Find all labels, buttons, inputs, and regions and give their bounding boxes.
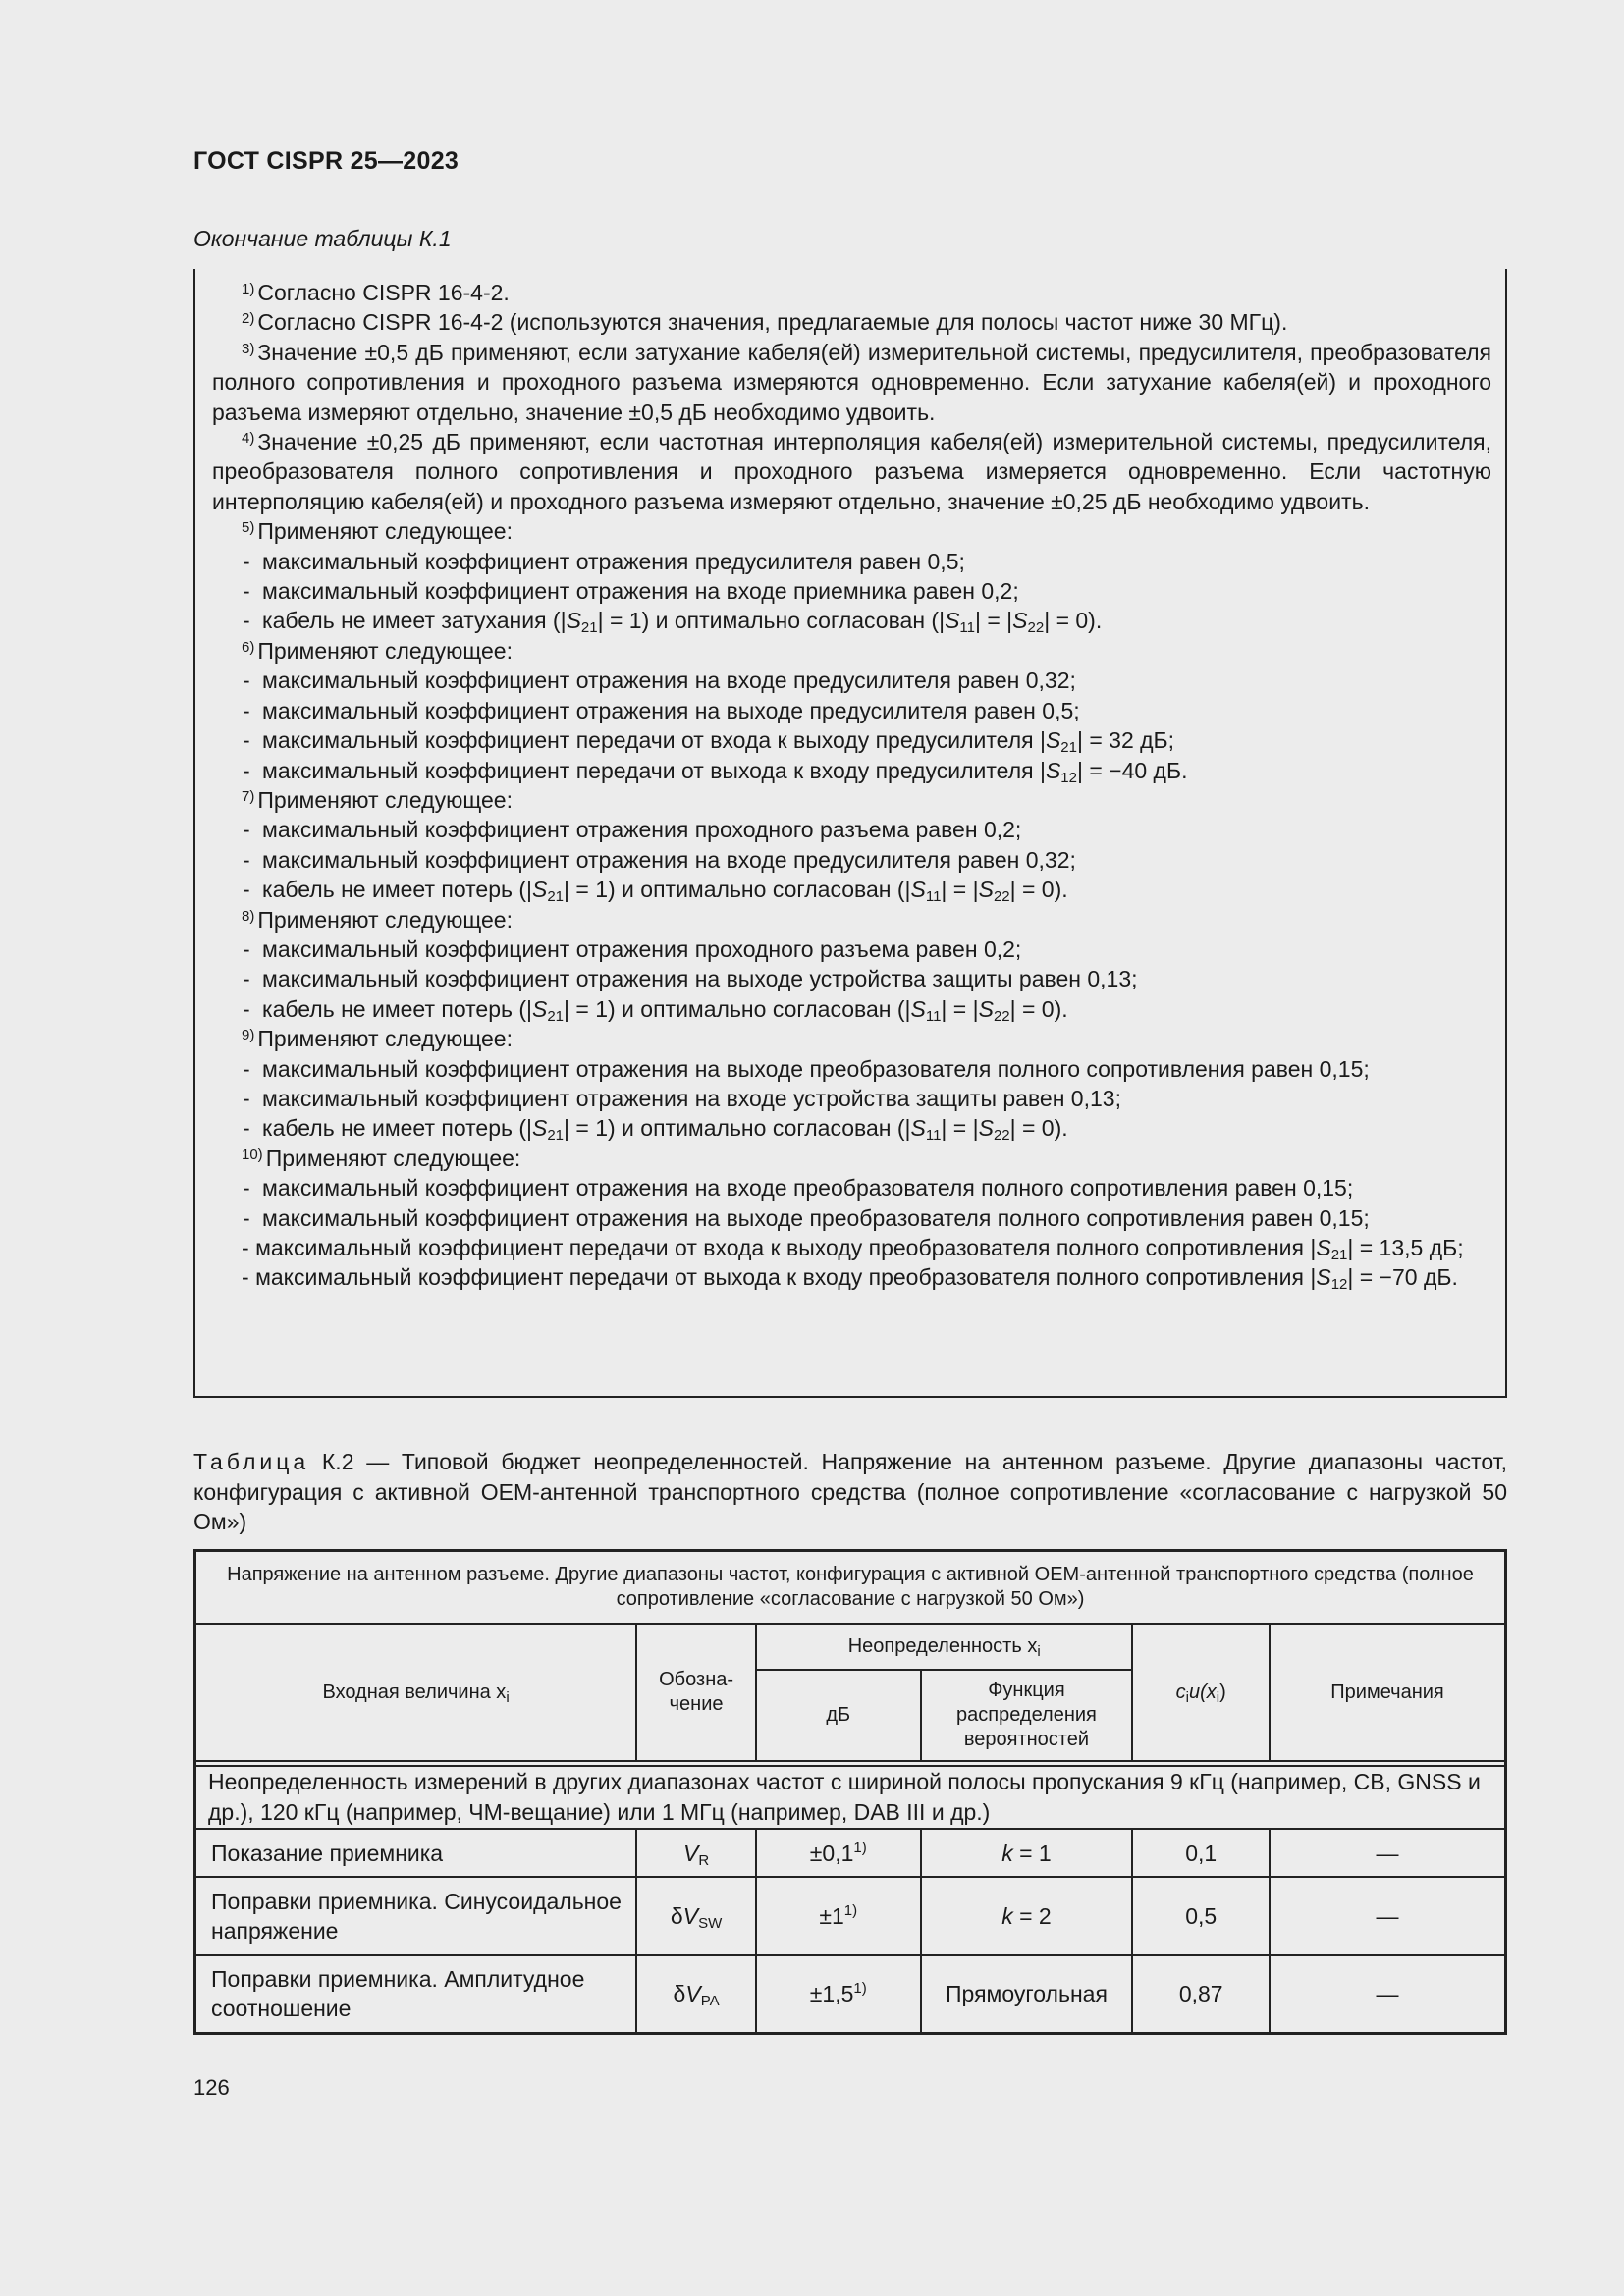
footnote-9	[212, 1024, 1491, 1053]
cell-notes: —	[1270, 1829, 1505, 1877]
col-header-symbol: Обозна-чение	[636, 1624, 756, 1761]
list-item: - максимальный коэффициент отражения на выходе предусилителя равен 0,5;	[243, 697, 1080, 723]
list-item: - максимальный коэффициент отражения проходного разъема равен 0,2;	[243, 817, 1022, 843]
list-item: - максимальный коэффициент отражения на входе преобразователя полного сопротивления равен 0,15;	[243, 1175, 1354, 1201]
footnote-intro: Применяют следующее:	[257, 637, 513, 664]
footnote-mark: 1)	[242, 281, 255, 297]
list-item: - максимальный коэффициент передачи от входа к выходу предусилителя $|S_{21}| = 32$ дБ;	[243, 727, 1175, 757]
table-row	[195, 1955, 1506, 2033]
list-item: - максимальный коэффициент передачи от выхода к входу преобразователя полного сопротивления $|S_{12}| = -70$ дБ.	[242, 1264, 1458, 1294]
cell-distribution: Прямоугольная	[921, 1955, 1133, 2033]
cell-distribution: k = 1	[921, 1829, 1133, 1877]
table-k1-footnotes	[193, 269, 1507, 1398]
cell-ciu: 0,5	[1132, 1877, 1270, 1955]
footnote-3	[212, 338, 1491, 427]
footnote-mark: 9)	[242, 1027, 255, 1044]
cell-symbol: $\delta V_{PA}$	[636, 1955, 756, 2033]
footnote-intro: Применяют следующее:	[257, 518, 513, 545]
footnote-8	[212, 905, 1491, 934]
cell-symbol: $\delta V_{SW}$	[636, 1877, 756, 1955]
table-k2-caption	[193, 1447, 1507, 1537]
document-header-title: ГОСТ CISPR 25—2023	[193, 147, 460, 175]
continuation-caption: Окончание таблицы К.1	[193, 226, 452, 251]
table-top-header: Напряжение на антенном разъеме. Другие диапазоны частот, конфигурация с активной OEM-антенной транспортного средства (полное сопротивление «согласование с нагрузкой 50 Ом»)	[195, 1551, 1506, 1625]
col-header-input: Входная величина $x_i$	[195, 1624, 637, 1761]
footnote-intro: Применяют следующее:	[257, 786, 513, 813]
list-item: - кабель не имеет потерь $(|S_{21}| = 1)$ и оптимально согласован $(|S_{11}| = |S_{22}| = 0)$.	[243, 1115, 1068, 1145]
table-top-header-row	[195, 1551, 1506, 1625]
footnote-1	[212, 278, 1491, 307]
cell-db: $\pm 1,5^{1)}$	[756, 1955, 921, 2033]
cell-symbol: $V_R$	[636, 1829, 756, 1877]
list-item: - кабель не имеет потерь $(|S_{21}| = 1)$ и оптимально согласован $(|S_{11}| = |S_{22}| = 0)$.	[243, 877, 1068, 906]
col-header-db: дБ	[756, 1670, 921, 1761]
footnote-7	[212, 785, 1491, 815]
col-header-distribution: Функция распределения вероятностей	[921, 1670, 1133, 1761]
cell-distribution: k = 2	[921, 1877, 1133, 1955]
footnote-text: Согласно CISPR 16-4-2 (используются значения, предлагаемые для полосы частот ниже 30 МГц).	[257, 309, 1288, 336]
footnote-2	[212, 307, 1491, 337]
list-item: - максимальный коэффициент передачи от входа к выходу преобразователя полного сопротивления $|S_{21}| = 13,5$ дБ;	[242, 1235, 1464, 1263]
footnote-text: Согласно CISPR 16-4-2.	[257, 280, 510, 305]
list-item: - максимальный коэффициент отражения на входе предусилителя равен 0,32;	[243, 846, 1076, 873]
caption-word: Таблица	[193, 1449, 310, 1474]
list-item: - максимальный коэффициент отражения на входе приемника равен 0,2;	[243, 578, 1019, 605]
footnote-mark: 8)	[242, 907, 255, 925]
cell-notes: —	[1270, 1877, 1505, 1955]
footnote-intro: Применяют следующее:	[265, 1145, 521, 1171]
list-item: - максимальный коэффициент отражения проходного разъема равен 0,2;	[243, 935, 1022, 962]
col-header-uncertainty: Неопределенность $x_i$	[756, 1624, 1132, 1670]
table-header-row	[195, 1624, 1506, 1670]
footnote-text: Значение ±0,25 дБ применяют, если частотная интерполяция кабеля(ей) измерительной системы, предусилителя, преобразователя полного сопротивления и проходного разъема измеряется одновременно. Если частотную интерполяцию кабеля(ей) и проходного разъема измеряют отдельно, значение ±0,25 дБ необходимо удвоить.	[212, 429, 1491, 514]
list-item: - максимальный коэффициент отражения предусилителя равен 0,5;	[243, 548, 965, 574]
footnote-mark: 7)	[242, 787, 255, 805]
footnote-6	[212, 636, 1491, 666]
cell-db: $\pm 0,1^{1)}$	[756, 1829, 921, 1877]
footnote-mark: 5)	[242, 519, 255, 537]
footnote-intro: Применяют следующее:	[257, 1026, 513, 1052]
footnote-mark: 6)	[242, 638, 255, 656]
cell-input: Поправки приемника. Амплитудное соотношение	[195, 1955, 637, 2033]
cell-input: Поправки приемника. Синусоидальное напряжение	[195, 1877, 637, 1955]
cell-db: $\pm 1^{1)}$	[756, 1877, 921, 1955]
footnote-4	[212, 427, 1491, 516]
footnote-10	[212, 1144, 1491, 1173]
section-text: Неопределенность измерений в других диапазонах частот с шириной полосы пропускания 9 кГц (например, СВ, GNSS и др.), 120 кГц (например, ЧМ-вещание) или 1 МГц (например, DAB III и др.)	[195, 1766, 1506, 1829]
list-item: - максимальный коэффициент отражения на входе предусилителя равен 0,32;	[243, 667, 1076, 694]
uncertainty-budget-table	[193, 1549, 1507, 2035]
page-number: 126	[193, 2075, 230, 2100]
list-item: - максимальный коэффициент отражения на выходе преобразователя полного сопротивления равен 0,15;	[243, 1055, 1370, 1082]
footnote-mark: 4)	[242, 430, 255, 448]
cell-ciu: 0,87	[1132, 1955, 1270, 2033]
table-row	[195, 1829, 1506, 1877]
list-item: - максимальный коэффициент передачи от выхода к входу предусилителя $|S_{12}| = -40$ дБ.	[243, 757, 1188, 786]
footnote-mark: 10)	[242, 1146, 263, 1163]
cell-ciu: 0,1	[1132, 1829, 1270, 1877]
cell-notes: —	[1270, 1955, 1505, 2033]
section-row	[195, 1766, 1506, 1829]
list-item: - максимальный коэффициент отражения на входе устройства защиты равен 0,13;	[243, 1085, 1121, 1111]
caption-text: К.2 — Типовой бюджет неопределенностей. Напряжение на антенном разъеме. Другие диапазоны частот, конфигурация с активной OEM-антенной транспортного средства (полное сопротивление «согласование с нагрузкой 50 Ом»)	[193, 1449, 1507, 1534]
cell-input: Показание приемника	[195, 1829, 637, 1877]
footnote-mark: 3)	[242, 340, 255, 357]
footnote-text: Значение ±0,5 дБ применяют, если затухание кабеля(ей) измерительной системы, предусилителя, преобразователя полного сопротивления и проходного разъема измеряются одновременно. Если затухание кабеля(ей) и проходного разъема измеряют отдельно, значение ±0,5 дБ необходимо удвоить.	[212, 339, 1491, 425]
col-header-ciu: $c_iu(x_i)$	[1132, 1624, 1270, 1761]
list-item: - кабель не имеет затухания $(|S_{21}| = 1)$ и оптимально согласован $(|S_{11}| = |S_{22}| = 0)$.	[243, 608, 1103, 637]
list-item: - кабель не имеет потерь $(|S_{21}| = 1)$ и оптимально согласован $(|S_{11}| = |S_{22}| = 0)$.	[243, 995, 1068, 1025]
table-row	[195, 1877, 1506, 1955]
col-header-notes: Примечания	[1270, 1624, 1505, 1761]
list-item: - максимальный коэффициент отражения на выходе устройства защиты равен 0,13;	[243, 966, 1138, 992]
footnote-intro: Применяют следующее:	[257, 906, 513, 933]
footnote-mark: 2)	[242, 310, 255, 328]
list-item: - максимальный коэффициент отражения на выходе преобразователя полного сопротивления равен 0,15;	[243, 1204, 1370, 1231]
footnote-5	[212, 516, 1491, 546]
